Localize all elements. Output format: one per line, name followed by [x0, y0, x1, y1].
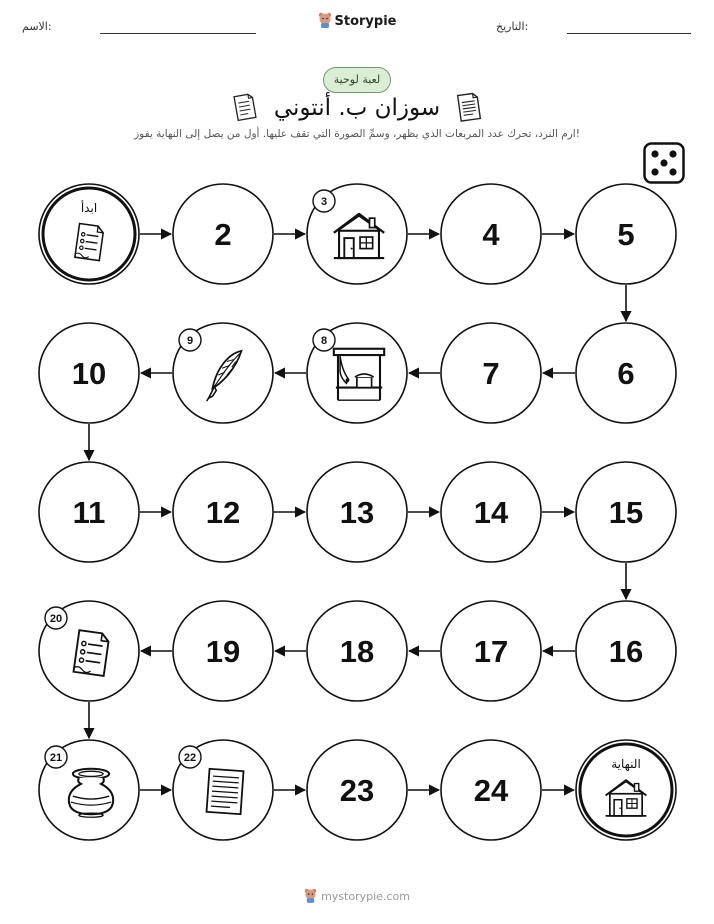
- space-number: 16: [608, 634, 644, 669]
- space-number: 3: [320, 196, 328, 208]
- board-space-18[interactable]: [307, 601, 407, 701]
- board-space-24[interactable]: [441, 740, 541, 840]
- space-number: 6: [617, 356, 635, 391]
- board-space-14[interactable]: [441, 462, 541, 562]
- board-space-25[interactable]: [576, 740, 676, 840]
- clay-pot-icon: [69, 769, 113, 817]
- brand-name: Storypie: [334, 14, 397, 29]
- end-label: النهاية: [611, 757, 641, 771]
- board-space-10[interactable]: [39, 323, 139, 423]
- board-space-8[interactable]: [307, 323, 407, 423]
- space-number: 5: [617, 217, 635, 252]
- board-space-3[interactable]: [307, 184, 407, 284]
- board-space-6[interactable]: [576, 323, 676, 423]
- start-label: ابدأ: [80, 201, 98, 215]
- space-number: 19: [205, 634, 241, 669]
- footer-url: mystorypie.com: [321, 890, 410, 903]
- space-number: 2: [214, 217, 232, 252]
- space-number: 24: [473, 773, 509, 808]
- bear-logo-icon: [304, 888, 317, 903]
- board-space-2[interactable]: [173, 184, 273, 284]
- space-number: 4: [482, 217, 500, 252]
- board-space-15[interactable]: [576, 462, 676, 562]
- board-space-13[interactable]: [307, 462, 407, 562]
- space-number: 20: [49, 613, 63, 625]
- board-space-9[interactable]: [173, 323, 273, 423]
- footer: [0, 888, 714, 903]
- checklist-icon: [74, 630, 110, 676]
- space-number: 22: [183, 752, 197, 764]
- space-number: 11: [72, 495, 106, 530]
- board-space-22[interactable]: [173, 740, 273, 840]
- board-space-7[interactable]: [441, 323, 541, 423]
- board-space-20[interactable]: [39, 601, 139, 701]
- date-label: التاريخ:: [496, 20, 529, 33]
- board-space-21[interactable]: [39, 740, 139, 840]
- checklist-icon: [75, 224, 104, 261]
- space-number: 14: [473, 495, 509, 530]
- space-number: 13: [339, 495, 375, 530]
- space-number: 8: [320, 335, 328, 347]
- board-space-5[interactable]: [576, 184, 676, 284]
- page-title: سوزان ب. أنتوني: [273, 95, 441, 121]
- space-number: 23: [339, 773, 375, 808]
- space-number: 21: [49, 752, 63, 764]
- board-space-16[interactable]: [576, 601, 676, 701]
- board-space-4[interactable]: [441, 184, 541, 284]
- board-space-17[interactable]: [441, 601, 541, 701]
- space-number: 10: [71, 356, 107, 391]
- board-space-19[interactable]: [173, 601, 273, 701]
- document-icon: [207, 769, 244, 814]
- board-space-12[interactable]: [173, 462, 273, 562]
- space-number: 7: [482, 356, 500, 391]
- space-number: 17: [473, 634, 509, 669]
- game-type-badge: لعبة لوحية: [323, 67, 391, 93]
- board-space-11[interactable]: [39, 462, 139, 562]
- name-label: الاسم:: [22, 20, 52, 33]
- space-number: 9: [186, 335, 194, 347]
- instructions: ارم النرد، تحرك عدد المربعات الذي يظهر، وسمِّ الصورة التي تقف عليها. أول من يصل إلى النهاية يفوز!: [134, 128, 580, 140]
- space-number: 15: [608, 495, 644, 530]
- board-space-1[interactable]: [39, 184, 139, 284]
- space-number: 12: [205, 495, 241, 530]
- board-space-23[interactable]: [307, 740, 407, 840]
- space-number: 18: [339, 634, 375, 669]
- space-circle: [576, 740, 676, 840]
